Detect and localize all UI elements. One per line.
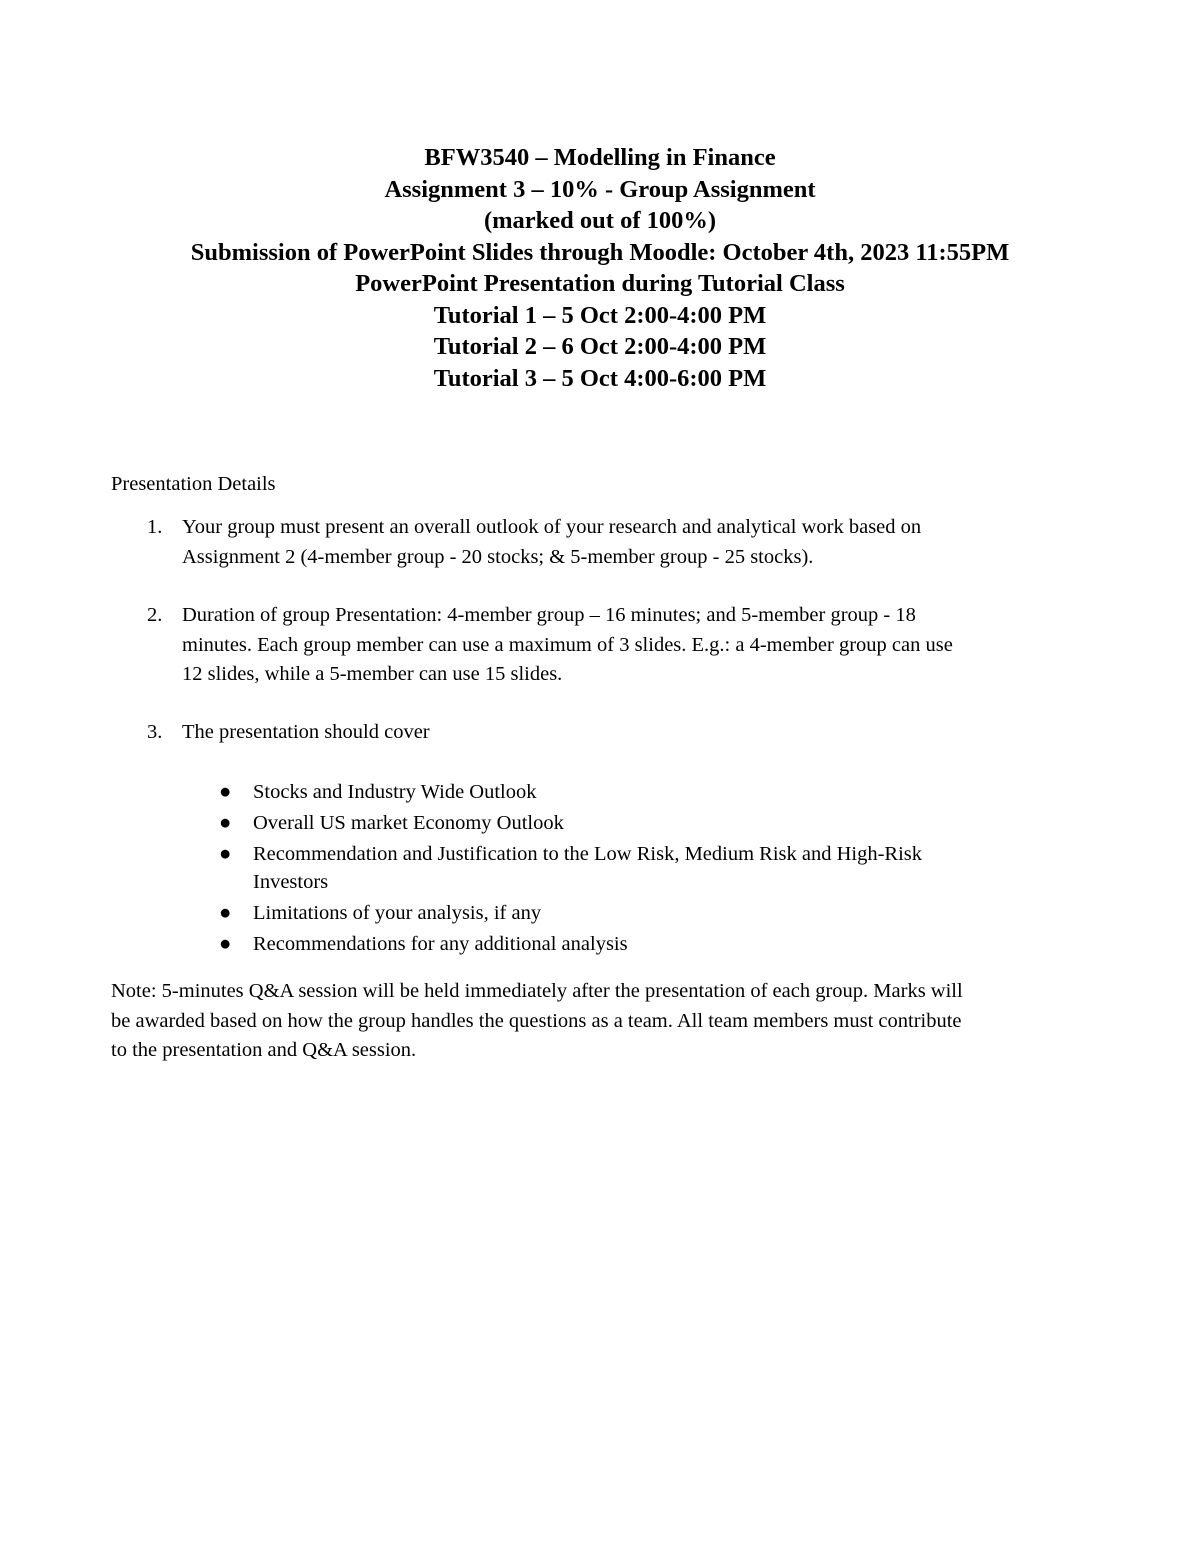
note-paragraph bbox=[111, 977, 963, 1066]
document-header bbox=[0, 142, 1200, 394]
tutorial-2-schedule: Tutorial 2 – 6 Oct 2:00-4:00 PM bbox=[433, 333, 767, 360]
text-line: Recommendations for any additional analysis bbox=[253, 933, 628, 955]
text-line: minutes. Each group member can use a maximum of 3 slides. E.g.: a 4-member group can use bbox=[182, 633, 953, 656]
bullet-text bbox=[253, 778, 537, 806]
text-line: Stocks and Industry Wide Outlook bbox=[253, 781, 537, 803]
marking-info: (marked out of 100%) bbox=[483, 207, 717, 234]
tutorial-1-schedule: Tutorial 1 – 5 Oct 2:00-4:00 PM bbox=[433, 301, 767, 329]
text-line: Recommendation and Justification to the Low Risk, Medium Risk and High-Risk bbox=[253, 843, 923, 865]
presentation-info: PowerPoint Presentation during Tutorial Class bbox=[355, 270, 845, 297]
bullet-icon: ● bbox=[219, 781, 232, 803]
bullet-text bbox=[253, 809, 564, 837]
bullet-icon: ● bbox=[219, 843, 232, 865]
bullet-text bbox=[253, 840, 922, 896]
text-line: to the presentation and Q&A session. bbox=[111, 1039, 417, 1061]
assignment-title: Assignment 3 – 10% - Group Assignment bbox=[384, 175, 816, 203]
item-text bbox=[182, 601, 953, 690]
item-number: 2. bbox=[147, 604, 163, 626]
course-title: BFW3540 – Modelling in Finance bbox=[424, 144, 776, 171]
text-line: Overall US market Economy Outlook bbox=[253, 812, 564, 834]
tutorial-3-schedule: Tutorial 3 – 5 Oct 4:00-6:00 PM bbox=[433, 364, 767, 392]
bullet-icon: ● bbox=[219, 812, 232, 834]
text-line: Note: 5-minutes Q&A session will be held immediately after the presentation of each group. Marks will bbox=[111, 980, 963, 1002]
bullet-icon: ● bbox=[219, 933, 232, 955]
item-text bbox=[182, 513, 921, 572]
text-line: Your group must present an overall outlook of your research and analytical work based on bbox=[182, 516, 922, 538]
text-line: be awarded based on how the group handles the questions as a team. All team members must contribute bbox=[111, 1009, 962, 1032]
bullet-text bbox=[253, 899, 541, 927]
item-text bbox=[182, 718, 430, 748]
bullet-text bbox=[253, 930, 628, 958]
item-number: 3. bbox=[147, 721, 163, 743]
submission-deadline: Submission of PowerPoint Slides through Moodle: October 4th, 2023 11:55PM bbox=[190, 238, 1010, 266]
text-line: Limitations of your analysis, if any bbox=[253, 902, 542, 924]
item-number: 1. bbox=[147, 516, 163, 538]
text-line: Investors bbox=[253, 871, 329, 893]
text-line: The presentation should cover bbox=[182, 721, 430, 743]
section-title: Presentation Details bbox=[111, 473, 276, 495]
text-line: Assignment 2 (4-member group - 20 stocks; & 5-member group - 25 stocks). bbox=[182, 545, 814, 568]
bullet-icon: ● bbox=[219, 902, 232, 924]
text-line: Duration of group Presentation: 4-member group – 16 minutes; and 5-member group - 18 bbox=[182, 604, 916, 626]
text-line: 12 slides, while a 5-member can use 15 slides. bbox=[182, 663, 563, 685]
